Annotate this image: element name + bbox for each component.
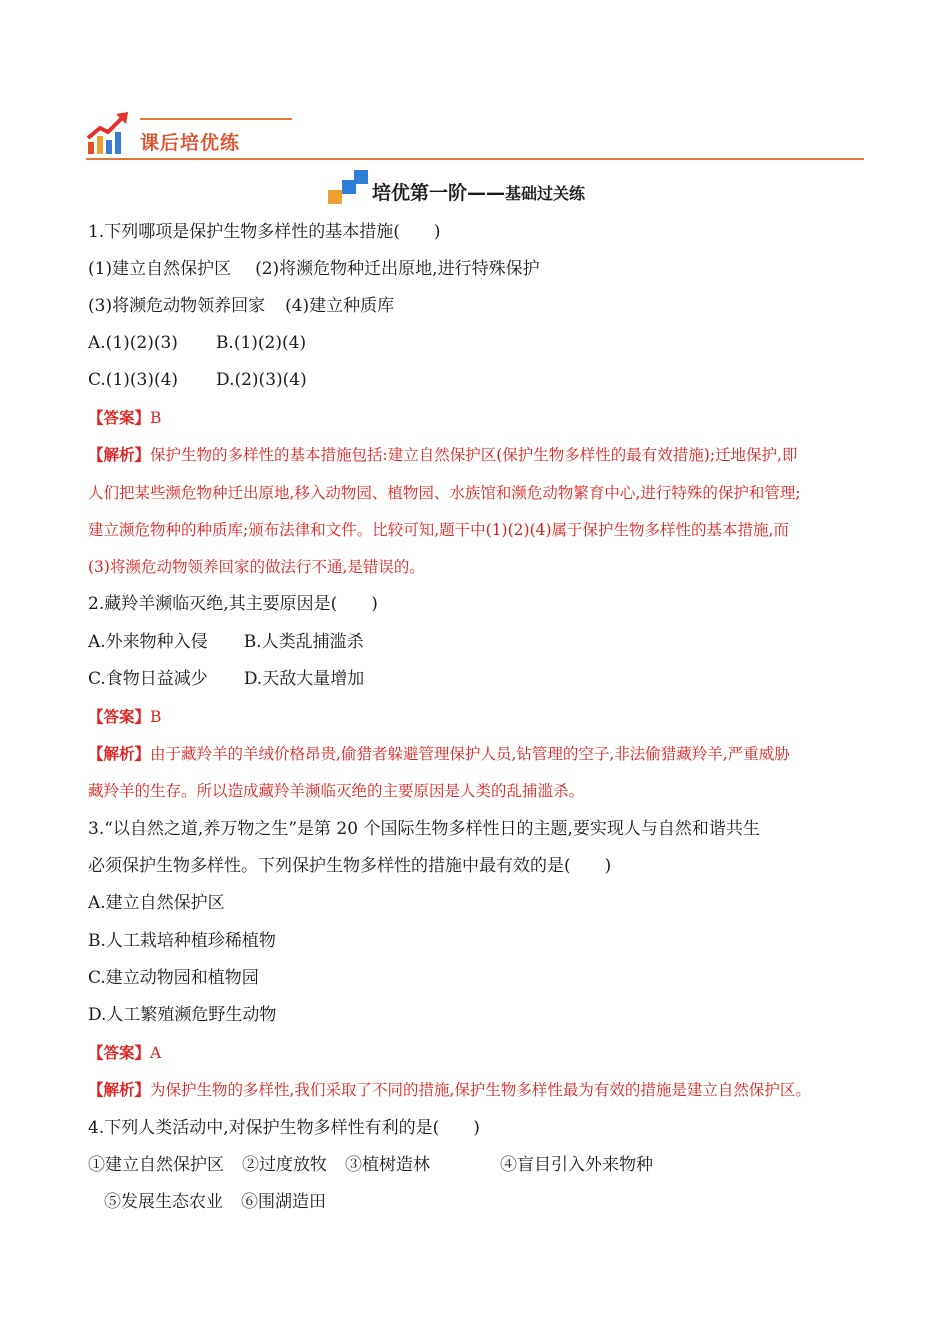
q4-item6: ⑥围湖造田 (241, 1192, 326, 1212)
q3-analysis-line1 (88, 1078, 811, 1102)
q2-option-b: B.人类乱捕滥杀 (243, 632, 364, 652)
q3-option-d: D.人工繁殖濒危野生动物 (88, 1005, 277, 1025)
answer-tag: 【答案】 (88, 707, 151, 726)
q3-stem-line1: 3.“以自然之道,养万物之生”是第 20 个国际生物多样性日的主题,要实现人与自然和谐共生 (88, 819, 760, 839)
q1-item3: (3)将濒危动物领养回家 (88, 296, 266, 316)
q2-stem: 2.藏羚羊濒临灭绝,其主要原因是( ) (88, 594, 378, 614)
q1-answer (88, 406, 161, 430)
header-title: 课后培优练 (140, 132, 241, 154)
q4-item5: ⑤发展生态农业 (104, 1192, 223, 1212)
q1-analysis-line3: 建立濒危物种的种质库;颁布法律和文件。比较可知,题干中(1)(2)(4)属于保护生物多样性的基本措施,而 (88, 521, 789, 539)
analysis-tag: 【解析】 (88, 445, 151, 464)
q1-option-a: A.(1)(2)(3) (88, 333, 178, 353)
page-header (86, 112, 864, 162)
q2-option-a: A.外来物种入侵 (88, 632, 208, 652)
section-title-sub: 基础过关练 (505, 184, 586, 203)
q1-options-row2 (88, 368, 307, 392)
q3-stem-line2: 必须保护生物多样性。下列保护生物多样性的措施中最有效的是( ) (88, 856, 612, 876)
q2-analysis-line2: 藏羚羊的生存。所以造成藏羚羊濒临灭绝的主要原因是人类的乱捕滥杀。 (88, 782, 585, 800)
q1-item1: (1)建立自然保护区 (88, 259, 232, 279)
q2-answer-value: B (150, 708, 162, 726)
q4-item1: ①建立自然保护区 (88, 1155, 224, 1175)
q4-items-row2 (104, 1190, 326, 1214)
q3-option-a: A.建立自然保护区 (88, 893, 225, 913)
q2-option-d: D.天敌大量增加 (243, 669, 365, 689)
q1-stem: 1.下列哪项是保护生物多样性的基本措施( ) (88, 222, 441, 242)
q1-analysis-line4: (3)将濒危动物领养回家的做法行不通,是错误的。 (88, 558, 425, 576)
q3-analysis-text1: 为保护生物的多样性,我们采取了不同的措施,保护生物多样性最为有效的措施是建立自然保护区。 (150, 1081, 811, 1099)
q2-options-row1 (88, 630, 364, 654)
q2-answer (88, 705, 161, 729)
q3-option-b: B.人工栽培种植珍稀植物 (88, 931, 276, 951)
stairs-icon (326, 168, 370, 206)
q4-item4: ④盲目引入外来物种 (500, 1155, 653, 1175)
q4-item3: ③植树造林 (345, 1155, 430, 1175)
section-title-main: 培优第一阶—— (372, 182, 506, 204)
q1-item2: (2)将濒危物种迁出原地,进行特殊保护 (255, 259, 540, 279)
q2-analysis-text1: 由于藏羚羊的羊绒价格昂贵,偷猎者躲避管理保护人员,钻管理的空子,非法偷猎藏羚羊,严重威胁 (150, 745, 790, 763)
q3-answer (88, 1041, 161, 1065)
q3-option-c: C.建立动物园和植物园 (88, 968, 259, 988)
answer-tag: 【答案】 (88, 1043, 151, 1062)
q2-option-c: C.食物日益减少 (88, 669, 208, 689)
q1-answer-value: B (150, 409, 162, 427)
q1-items-row1 (88, 257, 540, 281)
q1-option-d: D.(2)(3)(4) (216, 370, 307, 390)
q1-option-c: C.(1)(3)(4) (88, 370, 179, 390)
q1-options-row1 (88, 331, 306, 355)
q1-analysis-text1: 保护生物的多样性的基本措施包括:建立自然保护区(保护生物多样性的最有效措施);迁地保护,即 (150, 446, 798, 464)
q3-answer-value: A (150, 1044, 162, 1062)
q2-options-row2 (88, 667, 364, 691)
analysis-tag: 【解析】 (88, 744, 151, 763)
growth-chart-icon (86, 112, 130, 156)
header-divider (86, 158, 864, 160)
q1-analysis-line2: 人们把某些濒危物种迁出原地,移入动物园、植物园、水族馆和濒危动物繁育中心,进行特殊的保护和管理; (88, 484, 801, 502)
q1-analysis-line1 (88, 443, 797, 467)
q1-item4: (4)建立种质库 (285, 296, 395, 316)
section-title (326, 166, 585, 206)
q1-option-b: B.(1)(2)(4) (215, 333, 307, 353)
q2-analysis-line1 (88, 742, 790, 766)
q4-item2: ②过度放牧 (242, 1155, 327, 1175)
header-top-rule (140, 118, 292, 120)
q4-stem: 4.下列人类活动中,对保护生物多样性有利的是( ) (88, 1118, 480, 1138)
analysis-tag: 【解析】 (88, 1080, 151, 1099)
q4-items-row1 (88, 1153, 653, 1177)
answer-tag: 【答案】 (88, 408, 151, 427)
q1-items-row2 (88, 294, 394, 318)
